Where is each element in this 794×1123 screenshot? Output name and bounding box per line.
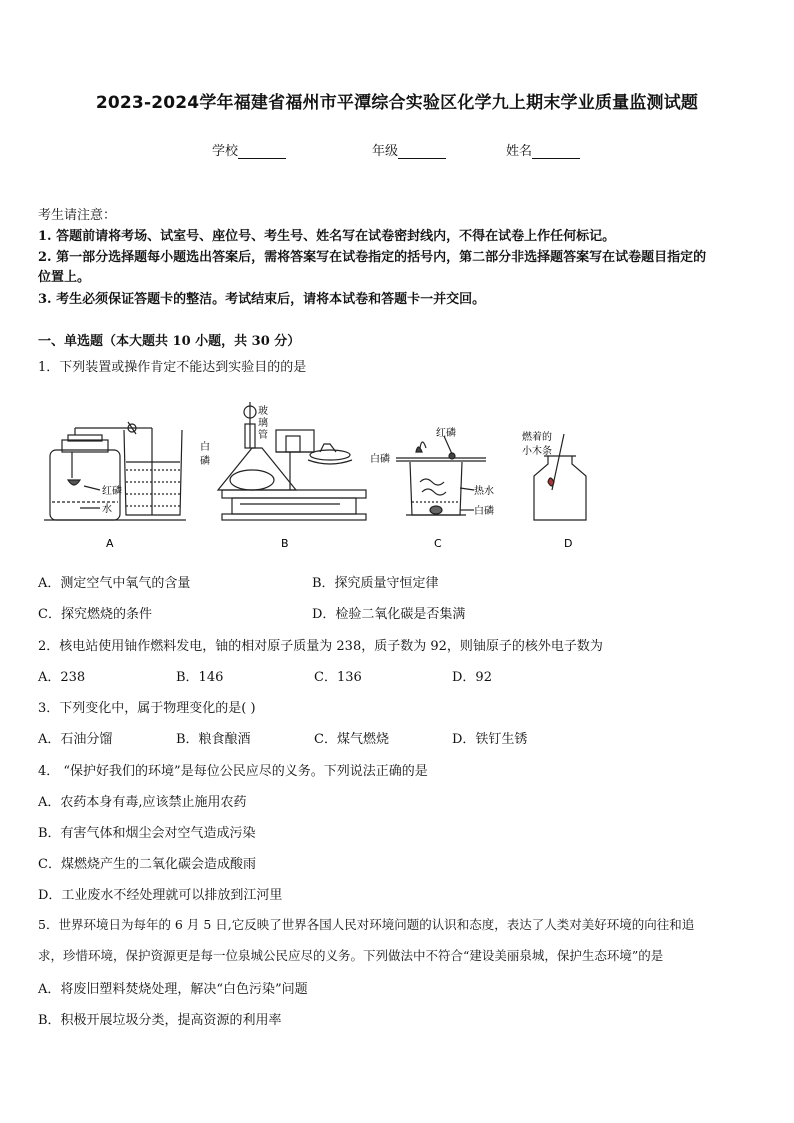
option: A．测定空气中氧气的含量	[38, 576, 191, 591]
option: B．粮食酿酒	[176, 732, 251, 747]
option: A．石油分馏	[38, 732, 113, 747]
question-stem: 4． “保护好我们的环境”是每位公民应尽的义务。下列说法正确的是	[38, 764, 428, 779]
school-blank	[238, 146, 286, 159]
section-heading: 一、单选题（本大题共 10 小题，共 30 分）	[38, 334, 301, 349]
grade-label: 年级	[372, 144, 399, 159]
label-a: A	[106, 537, 114, 550]
option: C．探究燃烧的条件	[38, 607, 152, 622]
name-blank	[532, 146, 580, 159]
question-stem: 3．下列变化中，属于物理变化的是( )	[38, 701, 256, 716]
option: D．工业废水不经处理就可以排放到江河里	[38, 888, 283, 903]
option: B．积极开展垃圾分类，提高资源的利用率	[38, 1013, 282, 1028]
label-c-white-phosphorus-bottom: 白磷	[474, 506, 494, 517]
notice-item: 3. 考生必须保证答题卡的整洁。考试结束后，请将本试卷和答题卡一并交回。	[38, 292, 486, 307]
page-title: 2023-2024学年福建省福州市平潭综合实验区化学九上期末学业质量监测试题	[95, 93, 699, 113]
apparatus-a	[44, 422, 186, 520]
option: D．检验二氧化碳是否集满	[312, 607, 466, 622]
q1-figure	[40, 390, 600, 558]
option: A．农药本身有毒,应该禁止施用农药	[38, 795, 247, 810]
label-b: B	[281, 537, 289, 550]
label-c: C	[434, 537, 442, 550]
label-c-red-phosphorus: 红磷	[436, 428, 456, 439]
label-b-glass-3: 管	[258, 430, 268, 441]
label-d-burning-1: 燃着的	[522, 432, 552, 443]
label-b-white-2: 磷	[200, 456, 210, 467]
option: A．将废旧塑料焚烧处理，解决“白色污染”问题	[38, 982, 308, 997]
label-c-white-phosphorus-top: 白磷	[370, 454, 390, 465]
option: D．铁钉生锈	[452, 732, 528, 747]
option: B．有害气体和烟尘会对空气造成污染	[38, 826, 256, 841]
label-b-glass-1: 玻	[258, 406, 268, 417]
label-a-water: 水	[102, 504, 112, 515]
grade-blank	[398, 146, 446, 159]
notice-item: 位置上。	[38, 270, 91, 285]
school-field	[212, 140, 286, 159]
label-d-burning-2: 小木条	[522, 446, 552, 457]
question-stem: 1．下列装置或操作肯定不能达到实验目的的是	[38, 360, 307, 375]
name-field	[506, 140, 580, 159]
notice-heading: 考生请注意：	[38, 208, 117, 223]
label-b-white-1: 白	[200, 442, 210, 453]
name-label: 姓名	[506, 144, 533, 159]
apparatus-b	[218, 402, 366, 520]
label-b-glass-2: 璃	[258, 418, 268, 429]
option: D．92	[452, 670, 492, 685]
option: C．煤气燃烧	[314, 732, 389, 747]
question-stem: 5．世界环境日为每年的 6 月 5 日,它反映了世界各国人民对环境问题的认识和态度，表达了人类对美好环境的向往和追	[38, 917, 695, 932]
option: C．136	[314, 670, 362, 685]
question-stem: 2．核电站使用铀作燃料发电，铀的相对原子质量为 238，质子数为 92，则铀原子的核外电子数为	[38, 639, 603, 654]
option: B．146	[176, 670, 224, 685]
apparatus-c	[396, 436, 486, 515]
option: A．238	[38, 670, 86, 685]
label-c-hot-water: 热水	[474, 486, 494, 497]
grade-field	[372, 140, 446, 159]
label-a-red-phosphorus: 红磷	[102, 486, 122, 497]
notice-item: 1. 答题前请将考场、试室号、座位号、考生号、姓名写在试卷密封线内，不得在试卷上作任何标记。	[38, 229, 616, 244]
notice-item: 2. 第一部分选择题每小题选出答案后，需将答案写在试卷指定的括号内，第二部分非选择题答案写在试卷题目指定的	[38, 250, 707, 265]
option: B．探究质量守恒定律	[312, 576, 439, 591]
label-d: D	[564, 537, 573, 550]
option: C．煤燃烧产生的二氧化碳会造成酸雨	[38, 857, 256, 872]
school-label: 学校	[212, 144, 239, 159]
question-stem-continued: 求，珍惜环境，保护资源更是每一位泉城公民应尽的义务。下列做法中不符合“建设美丽泉城，保护生态环境”的是	[38, 948, 664, 963]
